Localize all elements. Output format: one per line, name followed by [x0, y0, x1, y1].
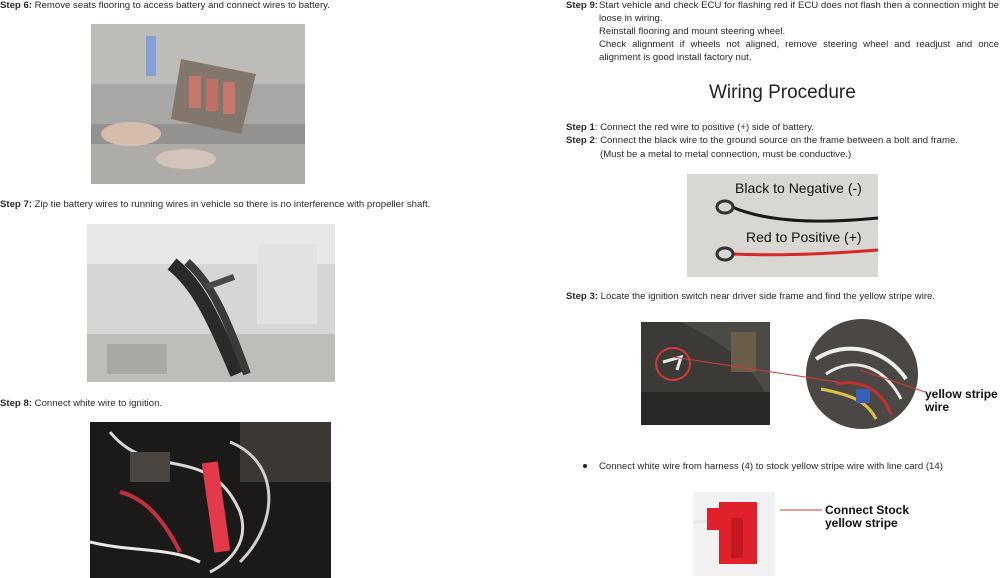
connect-stock-label: Connect Stock yellow stripe	[825, 503, 910, 530]
red-positive-label: Red to Positive (+)	[746, 229, 862, 245]
wiring-procedure-heading: Wiring Procedure	[709, 82, 856, 103]
ignition-switch-photo	[641, 322, 770, 425]
step8-text: Step 8: Connect white wire to ignition.	[0, 398, 163, 409]
black-negative-label: Black to Negative (-)	[735, 180, 862, 196]
step7-text: Step 7: Zip tie battery wires to running wires in vehicle so there is no interference with propeller shaft.	[0, 199, 431, 210]
bullet-dot	[583, 464, 587, 468]
battery-wires-diagram	[687, 174, 878, 277]
yellow-stripe-wire-closeup	[806, 319, 918, 429]
wiring-step2: Step 2: Connect the black wire to the ground source on the frame between a bolt and frame.	[566, 135, 958, 146]
wiring-step2-note: (Must be a metal to metal connection, must be conductive.)	[600, 149, 852, 160]
wiring-step3: Step 3: Locate the ignition switch near driver side frame and find the yellow stripe wire.	[566, 291, 936, 302]
wiring-step1: Step 1: Connect the red wire to positive (+) side of battery.	[566, 122, 815, 133]
zip-tie-photo	[87, 224, 335, 382]
step9-block: Step 9: Start vehicle and check ECU for flashing red if ECU does not flash then a connection might be loose in wiring. Reinstall flooring and mount steering wheel. Check alignment if wheels not aligned, remove steering wheel and readjust and once alignment is good install factory nut.	[566, 0, 999, 63]
battery-photo	[91, 24, 305, 184]
ignition-wire-photo	[90, 422, 331, 578]
step6-text: Step 6: Remove seats flooring to access battery and connect wires to battery.	[0, 0, 330, 11]
yellow-stripe-label: yellow stripe wire	[925, 387, 998, 414]
line-card-connector-photo	[693, 492, 775, 576]
bullet-text: Connect white wire from harness (4) to stock yellow stripe wire with line card (14)	[599, 461, 943, 472]
